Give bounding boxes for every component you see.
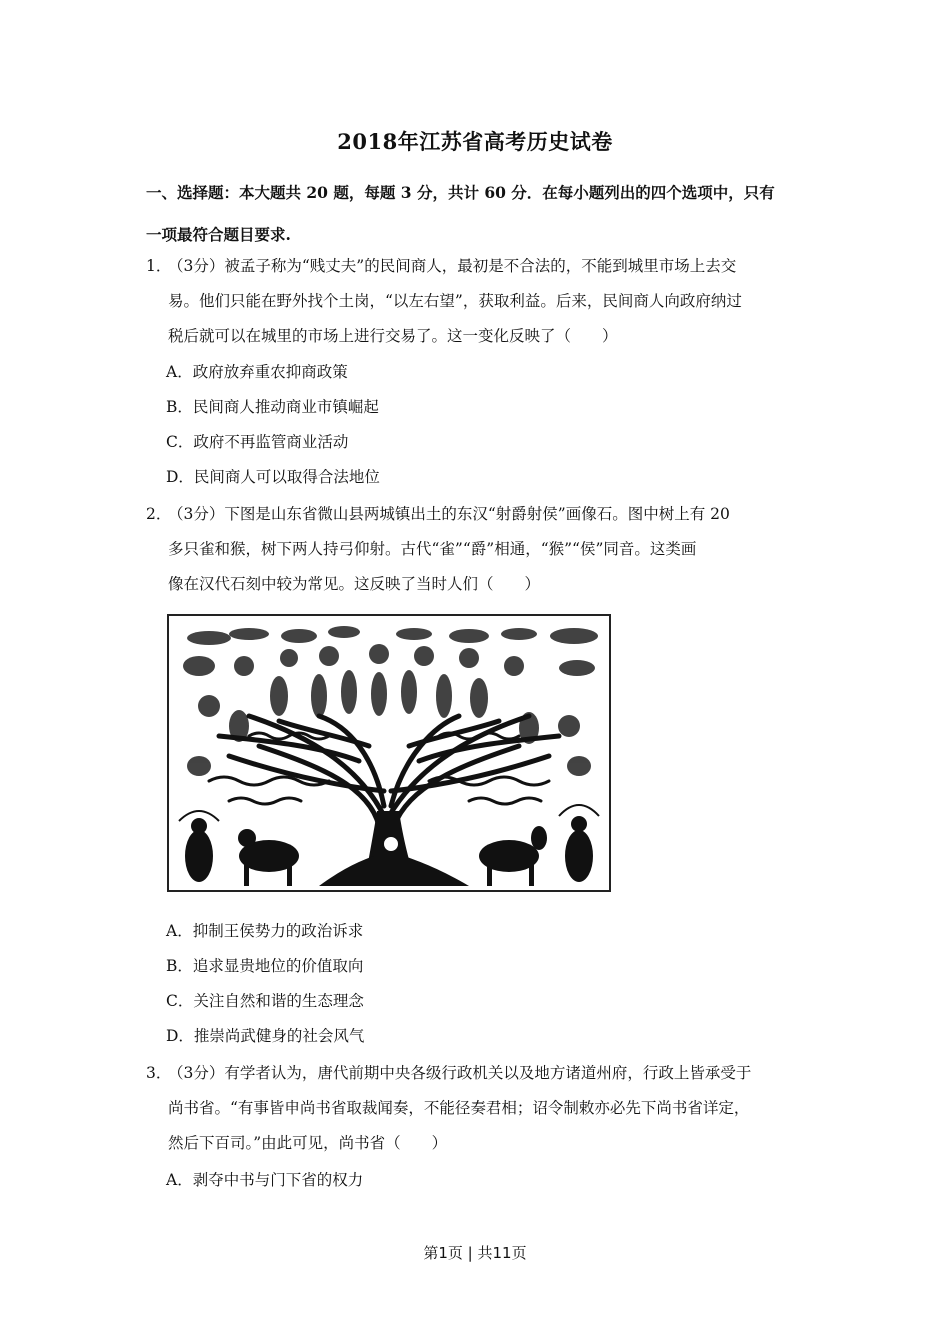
question-line: （3分）有学者认为，唐代前期中央各级行政机关以及地方诸道州府，行政上皆承受于 [168, 1064, 752, 1082]
option-d: D．推崇尚武健身的社会风气 [166, 1027, 365, 1045]
question-stem [168, 497, 808, 602]
option-a: A．剥夺中书与门下省的权力 [166, 1171, 364, 1189]
option-a: A．抑制王侯势力的政治诉求 [166, 922, 364, 940]
question-stem [168, 1056, 808, 1161]
question-3 [146, 1056, 808, 1161]
section-heading [146, 172, 808, 256]
question-line: 然后下百司。”由此可见，尚书省（ ） [168, 1134, 448, 1152]
option-b: B．民间商人推动商业市镇崛起 [166, 398, 379, 416]
question-line: 易。他们只能在野外找个土岗，“以左右望”，获取利益。后来，民间商人向政府纳过 [168, 292, 742, 310]
question-2 [146, 497, 808, 602]
section-heading-line-2: 一项最符合题目要求. [146, 225, 291, 244]
option-c: C．关注自然和谐的生态理念 [166, 992, 364, 1010]
question-line: 像在汉代石刻中较为常见。这反映了当时人们（ ） [168, 575, 541, 593]
question-line: （3分）下图是山东省微山县两城镇出土的东汉“射爵射侯”画像石。图中树上有 20 [168, 505, 730, 523]
relief-drawing [169, 616, 609, 890]
stone-relief-image [167, 614, 611, 892]
question-line: （3分）被孟子称为“贱丈夫”的民间商人，最初是不合法的，不能到城里市场上去交 [168, 257, 737, 275]
question-line: 多只雀和猴，树下两人持弓仰射。古代“雀”“爵”相通，“猴”“侯”同音。这类画 [168, 540, 697, 558]
question-1 [146, 249, 808, 354]
option-b: B．追求显贵地位的价值取向 [166, 957, 364, 975]
question-number: 2． [146, 505, 172, 523]
option-c: C．政府不再监管商业活动 [166, 433, 349, 451]
question-number: 3． [146, 1064, 172, 1082]
question-line: 尚书省。“有事皆申尚书省取裁闻奏，不能径奏君相；诏令制敕亦必先下尚书省详定， [168, 1099, 750, 1117]
question-stem [168, 249, 808, 354]
option-d: D．民间商人可以取得合法地位 [166, 468, 380, 486]
question-line: 税后就可以在城里的市场上进行交易了。这一变化反映了（ ） [168, 327, 618, 345]
question-number: 1． [146, 257, 172, 275]
option-a: A．政府放弃重农抑商政策 [166, 363, 348, 381]
page-footer: 第1页 | 共11页 [423, 1244, 527, 1262]
section-heading-line-1: 一、选择题：本大题共 20 题，每题 3 分，共计 60 分．在每小题列出的四个选项中，只有 [146, 183, 775, 202]
exam-title: 2018年江苏省高考历史试卷 [337, 129, 613, 154]
